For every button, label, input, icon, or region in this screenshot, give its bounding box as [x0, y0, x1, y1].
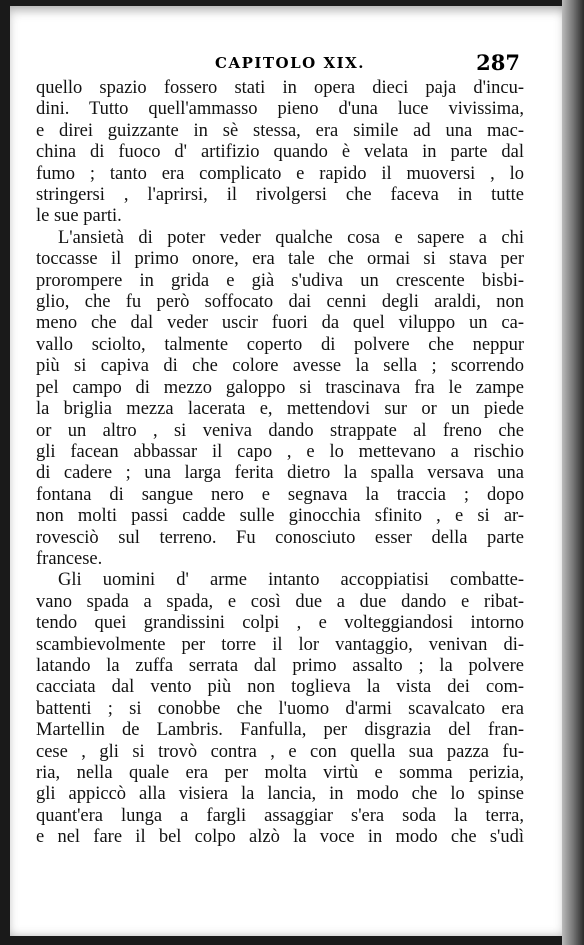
text-line: quant'era lunga a fargli assaggiar s'era soda la terra,: [36, 805, 524, 826]
text-line: di cadere ; una larga ferita dietro la spalla versava una: [36, 463, 524, 484]
text-line: rovesciò sul terreno. Fu conosciuto esser della parte: [36, 527, 524, 548]
book-spine-edge: [562, 0, 584, 945]
text-line: meno che dal veder uscir fuori da quel viluppo un ca-: [36, 313, 524, 334]
text-line: scambievolmente per torre il lor vantaggio, venivan di-: [36, 634, 524, 655]
text-line: la briglia mezza lacerata e, mettendovi sur or un piede: [36, 399, 524, 420]
text-line: battenti ; si conobbe che l'uomo d'armi scavalcato era: [36, 698, 524, 719]
text-line: or un altro , si veniva dando strappate al freno che: [36, 420, 524, 441]
text-line: cese , gli si trovò contra , e con quella sua pazza fu-: [36, 741, 524, 762]
text-line: prorompere in grida e già s'udiva un crescente bisbi-: [36, 270, 524, 291]
text-line: francese.: [36, 548, 103, 569]
text-line: L'ansietà di poter veder qualche cosa e sapere a chi: [58, 227, 524, 248]
book-page: [10, 6, 570, 936]
text-line: Martellin de Lambris. Fanfulla, per disgrazia del fran-: [36, 720, 524, 741]
text-line: fumo ; tanto era complicato e rapido il muoversi , lo: [36, 163, 524, 184]
text-line: non molti passi cadde sulle ginocchia sfinito , e si ar-: [36, 506, 524, 527]
text-line: tendo quei grandissini colpi , e volteggiandosi intorno: [36, 613, 524, 634]
text-line: stringersi , l'aprirsi, il rivolgersi che faceva in tutte: [36, 185, 524, 206]
paragraph: [36, 78, 524, 228]
text-line: fontana di sangue nero e segnava la traccia ; dopo: [36, 484, 524, 505]
text-line: latando la zuffa serrata dal primo assalto ; la polvere: [36, 655, 524, 676]
paragraph: [36, 228, 524, 571]
text-line: toccasse il primo onore, era tale che ormai si stava per: [36, 249, 524, 270]
text-line: gli appiccò alla visiera la lancia, in modo che lo spinse: [36, 784, 524, 805]
text-line: pel campo di mezzo galoppo si trascinava fra le zampe: [36, 377, 524, 398]
text-line: vallo sciolto, talmente coperto di polvere che neppur: [36, 334, 524, 355]
text-line: più si capiva di che colore avesse la sella ; scorrendo: [36, 356, 524, 377]
text-line: ria, nella quale era per molta virtù e somma perizia,: [36, 763, 524, 783]
text-line: vano spada a spada, e così due a due dando e ribat-: [36, 591, 524, 612]
text-line: glio, che fu però soffocato dai cenni degli araldi, non: [36, 292, 524, 313]
body-text: [36, 78, 524, 849]
text-line: gli facean abbassar il capo , e lo mettevano a rischio: [36, 441, 524, 462]
paragraph: [36, 570, 524, 848]
text-line: quello spazio fossero stati in opera dieci paja d'incu-: [36, 78, 524, 98]
text-line: e direi guizzante in sè stessa, era simile ad una mac-: [36, 120, 524, 141]
text-line: e nel fare il bel colpo alzò la voce in modo che s'udì: [36, 827, 524, 848]
text-line: china di fuoco d' artifizio quando è velata in parte dal: [36, 142, 524, 163]
page-number: 287: [476, 50, 520, 75]
running-title: CAPITOLO XIX.: [215, 54, 365, 72]
text-line: Gli uomini d' arme intanto accoppiatisi combatte-: [58, 570, 524, 591]
text-line: dini. Tutto quell'ammasso pieno d'una luce vivissima,: [36, 99, 524, 120]
text-line: le sue parti.: [36, 206, 122, 227]
page-header: [60, 50, 520, 76]
text-line: cacciata dal vento più non toglieva la vista dei com-: [36, 677, 524, 698]
